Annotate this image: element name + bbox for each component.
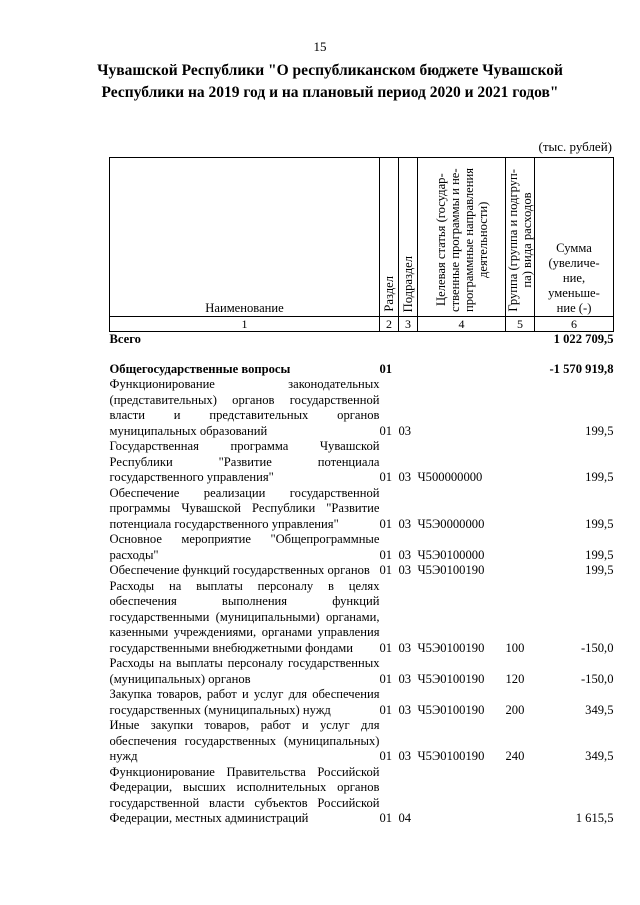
row-group: 120 (505, 671, 525, 686)
column-number: 3 (399, 317, 418, 332)
header-group: Группа (группа и подгруп- па) вида расходов (506, 158, 535, 317)
column-number-row (110, 317, 614, 332)
row-razdel: 01 (379, 470, 393, 484)
row-target (418, 765, 506, 827)
row-target: Ч5Э0100000 (417, 547, 485, 562)
table-row-total (110, 332, 614, 348)
table-row (110, 718, 614, 765)
row-group (506, 362, 535, 378)
row-target: Ч5Э0100190 (417, 640, 485, 655)
header-sum: Сумма (увеличе- ние, уменьше- ние (-) (535, 158, 614, 317)
column-number: 2 (380, 317, 399, 332)
table-row (110, 687, 614, 718)
title-line-1: Чувашской Республики "О республиканском бюджете Чувашской (97, 62, 563, 79)
table-header-row (110, 158, 614, 317)
header-podrazdel: Подраздел (399, 158, 418, 317)
row-podrazdel: 03 (398, 749, 412, 763)
row-podrazdel: 03 (398, 423, 412, 438)
row-group (506, 532, 535, 563)
table-row (110, 377, 614, 439)
column-number: 1 (110, 317, 380, 332)
row-sum: 199,5 (585, 547, 614, 562)
row-sum: -150,0 (580, 671, 614, 686)
header-name: Наименование (110, 158, 380, 317)
row-podrazdel (399, 362, 418, 378)
table-row (110, 532, 614, 563)
row-razdel: 01 (379, 516, 393, 531)
row-sum: 1 615,5 (575, 811, 614, 825)
row-group: 240 (505, 749, 525, 763)
row-group (506, 377, 535, 439)
row-target: Ч5Э0000000 (417, 516, 485, 531)
row-group (506, 765, 535, 827)
row-group: 200 (505, 702, 525, 717)
page-number: 15 (313, 39, 327, 54)
column-number: 5 (506, 317, 535, 332)
row-target: Ч5Э0100190 (417, 749, 485, 763)
row-razdel: 01 (379, 671, 393, 686)
row-sum: 199,5 (585, 470, 614, 484)
row-group (506, 486, 535, 533)
row-podrazdel: 03 (398, 547, 412, 562)
row-target: Ч5Э0100190 (417, 563, 485, 577)
row-sum: -150,0 (580, 640, 614, 655)
row-podrazdel: 03 (398, 702, 412, 717)
table-row (110, 439, 614, 486)
row-group (506, 439, 535, 486)
row-name: Расходы на выплаты персоналу государственных (муниципальных) органов (109, 656, 380, 686)
document-title (60, 60, 600, 104)
row-target (418, 362, 506, 378)
row-podrazdel: 03 (398, 516, 412, 531)
row-razdel: 01 (379, 563, 393, 577)
row-podrazdel (399, 332, 418, 348)
row-razdel: 01 (379, 702, 393, 717)
row-target (418, 377, 506, 439)
row-target: Ч5Э0100190 (417, 671, 485, 686)
row-name: Функционирование Правительства Российской Федерации, высших исполнительных органов государственной власти субъектов Российской Федерации, местных администраций (109, 764, 380, 825)
row-podrazdel: 03 (398, 470, 412, 484)
row-razdel: 01 (379, 547, 393, 562)
row-razdel: 01 (379, 811, 393, 825)
header-razdel: Раздел (380, 158, 399, 317)
row-sum: 1 022 709,5 (553, 332, 614, 346)
row-razdel: 01 (379, 423, 393, 438)
row-name: Иные закупки товаров, работ и услуг для обеспечения государственных (муниципальных) нужд (109, 718, 380, 763)
row-target (418, 332, 506, 348)
table-row (110, 579, 614, 657)
row-group (506, 332, 535, 348)
row-name: Обеспечение функций государственных органов (109, 563, 370, 577)
column-number: 4 (418, 317, 506, 332)
table-row (110, 563, 614, 579)
row-name: Государственная программа Чувашской Республики "Развитие потенциала государственного управления" (109, 439, 380, 484)
row-name: Функционирование законодательных (представительных) органов государственной власти и представительных органов муниципальных образований (109, 377, 380, 438)
row-razdel: 01 (379, 749, 393, 763)
row-target: Ч5Э0100190 (417, 702, 485, 717)
table-row (110, 362, 614, 378)
units-label: (тыс. рублей) (538, 139, 612, 154)
row-razdel: 01 (379, 640, 393, 655)
row-sum: 349,5 (585, 749, 614, 763)
row-name: Общегосударственные вопросы (109, 361, 291, 376)
row-podrazdel: 03 (398, 640, 412, 655)
row-podrazdel: 04 (398, 811, 412, 825)
column-number: 6 (535, 317, 614, 332)
row-sum: 199,5 (585, 423, 614, 438)
row-name: Расходы на выплаты персоналу в целях обеспечения выполнения функций государственными (муниципальными) органами, казенными учреждениями, органами управления государственными внебюджетными фондами (109, 578, 380, 655)
row-sum: 349,5 (585, 702, 614, 717)
row-group (506, 563, 535, 579)
row-sum: 199,5 (585, 516, 614, 531)
row-sum: -1 570 919,8 (549, 361, 614, 376)
row-name: Закупка товаров, работ и услуг для обеспечения государственных (муниципальных) нужд (109, 687, 380, 717)
row-group: 100 (505, 640, 525, 655)
row-razdel (380, 332, 399, 348)
table-row (110, 486, 614, 533)
row-razdel: 01 (379, 361, 393, 376)
table-row (110, 765, 614, 827)
table-row (110, 656, 614, 687)
row-name: Основное мероприятие "Общепрограммные расходы" (109, 532, 380, 562)
row-sum: 199,5 (585, 563, 614, 577)
row-podrazdel: 03 (398, 671, 412, 686)
row-name: Обеспечение реализации государственной программы Чувашской Республики "Развитие потенциала государственного управления" (109, 485, 380, 531)
header-target: Целевая статья (государ- ственные программы и не- программные направления деятельности) (418, 158, 506, 317)
row-target: Ч500000000 (417, 470, 483, 484)
budget-table (109, 157, 614, 827)
title-line-2: Республики на 2019 год и на плановый период 2020 и 2021 годов" (101, 84, 559, 101)
row-name: Всего (109, 332, 141, 346)
row-podrazdel: 03 (398, 563, 412, 577)
